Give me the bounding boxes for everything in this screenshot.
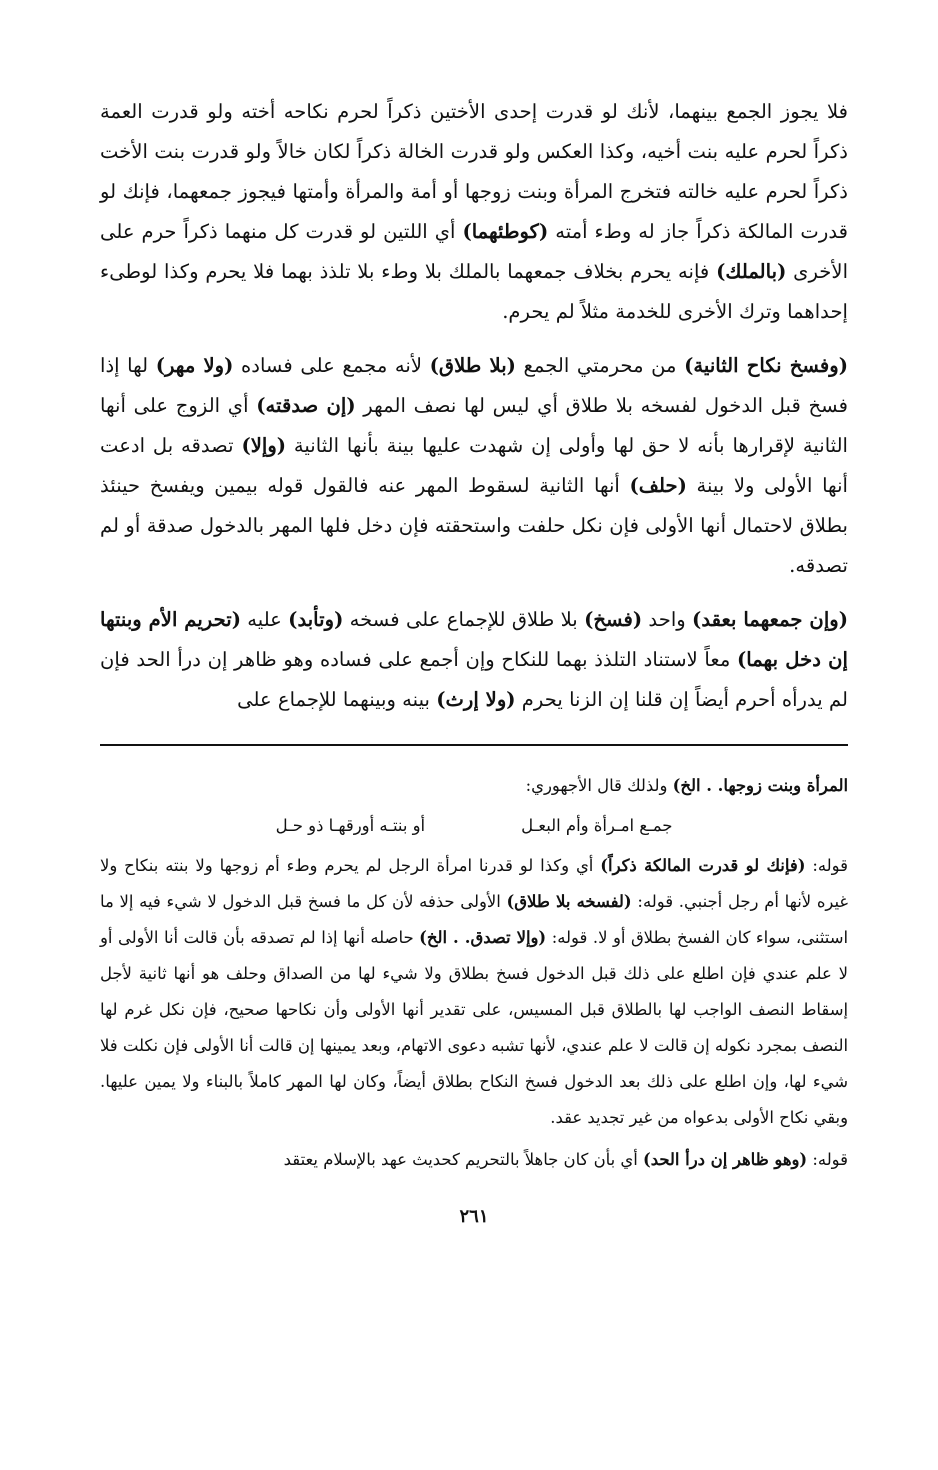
bold-quote: (وهو ظاهر إن درأ الحد) (642, 1150, 808, 1169)
text-run: أنها الثانية لسقوط المهر عنه فالقول قوله بيمين ويفسخ حينئذ بطلاق لاحتمال أنها الأولى فإن نكل حلفت واستحقته فإن دخل فلها المهر بالدخول صدقة أو لم تصدقه. (100, 474, 848, 577)
footnotes (100, 768, 848, 1178)
text-run: معاً لاستناد التلذذ بهما للنكاح وإن أجمع على فساده وهو ظاهر إن درأ الحد فإن لم يدرأه أحرم أيضاً إن قلنا إن الزنا يحرم (100, 648, 848, 711)
footnote-paragraph-1 (100, 848, 848, 1136)
text-run: لها إذا فسخ قبل الدخول لفسخه بلا طلاق أي ليس لها نصف المهر (100, 354, 848, 417)
text-run: أي بأن كان جاهلاً بالتحريم كحديث عهد بالإسلام يعتقد (283, 1150, 643, 1169)
bold-quote: (وإلا تصدق. . الخ) (419, 928, 547, 947)
poem-verse (100, 804, 848, 848)
bold-quote: (ولا مهر) (155, 354, 234, 377)
bold-quote: (بالملك) (716, 260, 787, 283)
bold-quote: (كوطئهما) (462, 220, 549, 243)
text-run: أي الزوج على أنها الثانية لإقرارها بأنه لا حق لها وأولى إن شهدت عليها بينة بأنها الثانية (100, 394, 848, 457)
footnote-divider (100, 744, 848, 746)
text-run: من محرمتي الجمع (515, 354, 685, 377)
text-run: أي اللتين لو قدرت كل منهما ذكراً حرم على الأخرى (100, 220, 849, 283)
main-text (100, 92, 848, 720)
footnote-intro (100, 768, 848, 804)
bold-quote: (ولا إرث) (436, 688, 516, 711)
text-run: الأولى حذفه لأن كل ما فسخ قبل الدخول لا شيء فيه إلا ما استثنى، سواء كان الفسخ بطلاق أو لا. قوله: (100, 892, 848, 947)
text-run: قوله: (807, 1150, 848, 1169)
bold-quote: (وإلا) (241, 434, 287, 457)
text-run: قوله: (805, 856, 848, 875)
bold-quote: (إن صدقته) (256, 394, 356, 417)
bold-quote: (حلف) (629, 474, 687, 497)
bold-quote: (فإنك لو قدرت المالكة ذكراً) (600, 856, 806, 875)
text-run: فلا يجوز الجمع بينهما، لأنك لو قدرت إحدى الأختين ذكراً لحرم نكاحه أخته ولو قدرت العمة ذكراً لحرم عليه بنت أخيه، وكذا العكس ولو قدرت الخالة ذكراً لكان خالاً ولو قدرت بنت الأخت ذكراً لحرم عليه خالته فتخرج المرأة وبنت زوجها أو أمة والمرأة وأمتها فيجوز جمعهما، فإنك لو قدرت المالكة ذكراً جاز له وطء أمته (100, 100, 848, 243)
text-run: بلا طلاق للإجماع على فسخه (343, 608, 585, 631)
bold-quote: المرأة وبنت زوجها. . الخ) (672, 776, 848, 795)
bold-quote: (وإن جمعهما بعقد) (692, 608, 848, 631)
page (100, 92, 848, 1227)
page-number: ٢٦١ (459, 1206, 489, 1227)
text-run: ولذلك قال الأجهوري: (525, 776, 673, 795)
bold-quote: (لفسخه بلا طلاق) (506, 892, 632, 911)
text-run: واحد (642, 608, 693, 631)
main-paragraph-2 (100, 346, 848, 586)
text-run: بينه وبينهما للإجماع على (237, 688, 437, 711)
text-run: حاصله أنها إذا لم تصدقه بأن قالت أنا الأولى أو لا علم عندي فإن اطلع على ذلك قبل الدخول فسخ بطلاق ولا شيء لها من الصداق وحلف هو أنها ثانية لأجل إسقاط النصف الواجب لها بالطلاق قبل المسيس، على تقدير أنها الأولى وأن نكاحها صحيح، فإن نكل غرم لها النصف بمجرد نكوله إن قالت لا علم عندي، لأنها تشبه دعوى الاتهام، وبعد يمينها إن قالت أنا الأولى فإن نكلت فلا شيء لها، وإن اطلع على ذلك بعد الدخول فسخ النكاح بطلاق أيضاً، وكان لها المهر كاملاً بالبناء ولا يمين عليها. وبقي نكاح الأولى بدعواه من غير تجديد عقد. (100, 928, 848, 1127)
bold-quote: (فسخ) (584, 608, 643, 631)
footnote-paragraph-2 (100, 1142, 848, 1178)
bold-quote: (وتأبد) (288, 608, 344, 631)
text-run: عليه (240, 608, 289, 631)
text-run: تصدقه بل ادعت أنها الأولى ولا بينة (100, 434, 848, 497)
bold-quote: (بلا طلاق) (429, 354, 516, 377)
text-run: أي وكذا لو قدرنا امرأة الرجل لم يحرم وطء أم زوجها ولا بنته بنكاح ولا غيره لأنها أم رجل أجنبي. قوله: (100, 856, 848, 911)
text-run: لأنه مجمع على فساده (233, 354, 430, 377)
main-paragraph-1 (100, 92, 848, 332)
bold-quote: (تحريم الأم وبنتها إن دخل بهما) (100, 608, 848, 671)
main-paragraph-3 (100, 600, 848, 720)
text-run: فإنه يحرم بخلاف جمعهما بالملك بلا وطء بلا تلذذ بهما فلا يحرم وكذا لوطىء إحداهما وترك الأخرى للخدمة مثلاً لم يحرم. (100, 260, 848, 323)
verse-second-hemistich: أو بنتـه أورقهـا ذو حـل (275, 816, 426, 835)
verse-first-hemistich: جمـع امـرأة وأم البعـل (521, 816, 673, 835)
bold-quote: (وفسخ نكاح الثانية) (684, 354, 848, 377)
